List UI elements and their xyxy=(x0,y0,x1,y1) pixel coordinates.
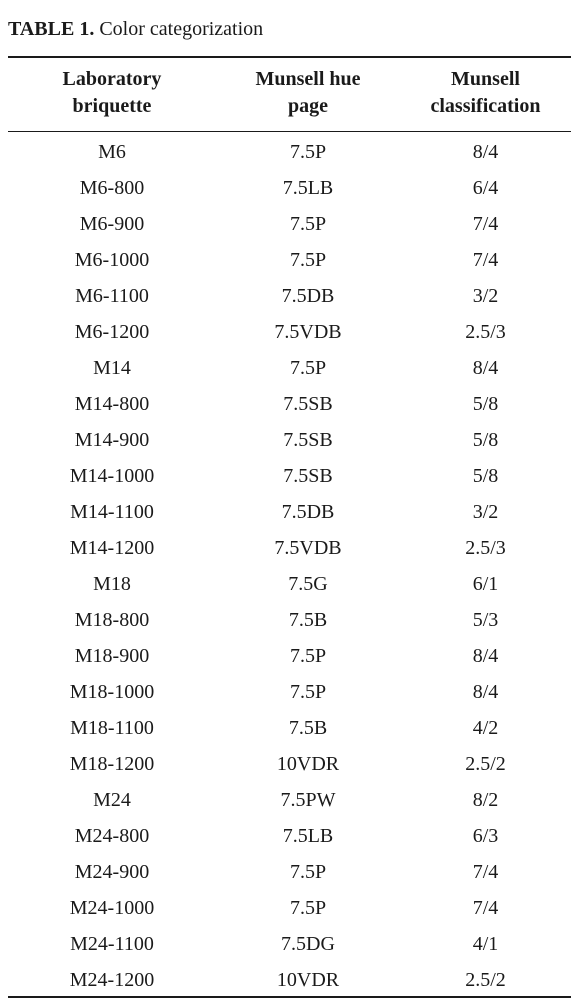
header-line: briquette xyxy=(72,95,152,117)
table-row xyxy=(0,674,575,710)
cell-hue-page: 7.5SB xyxy=(283,465,333,487)
header-line: Munsell hue xyxy=(255,68,361,90)
cell-hue-page: 10VDR xyxy=(276,969,340,991)
header-munsell-hue-page xyxy=(210,66,406,120)
table-row xyxy=(0,782,575,818)
cell-briquette: M14-800 xyxy=(74,393,150,415)
table-row xyxy=(0,314,575,350)
cell-classification: 4/2 xyxy=(472,717,499,739)
cell-classification: 5/8 xyxy=(472,465,499,487)
cell-briquette: M18-800 xyxy=(74,609,150,631)
table-row xyxy=(0,890,575,926)
table-number: TABLE 1. xyxy=(8,18,95,40)
table-body xyxy=(0,134,575,998)
cell-hue-page: 7.5SB xyxy=(283,393,333,415)
cell-classification: 5/3 xyxy=(472,609,499,631)
bottom-rule xyxy=(8,996,571,998)
table-row xyxy=(0,710,575,746)
table-row xyxy=(0,350,575,386)
table-row xyxy=(0,638,575,674)
table-row xyxy=(0,206,575,242)
cell-briquette: M14-900 xyxy=(74,429,150,451)
header-rule xyxy=(8,131,571,132)
cell-classification: 6/1 xyxy=(472,573,499,595)
cell-hue-page: 7.5DB xyxy=(281,285,335,307)
cell-briquette: M6-900 xyxy=(79,213,145,235)
header-laboratory-briquette xyxy=(8,66,216,120)
table-row xyxy=(0,962,575,998)
cell-classification: 7/4 xyxy=(472,897,499,919)
table-title: Color categorization xyxy=(99,18,264,40)
table-row xyxy=(0,170,575,206)
cell-classification: 6/3 xyxy=(472,825,499,847)
cell-briquette: M24-1100 xyxy=(70,933,154,955)
cell-briquette: M24-800 xyxy=(74,825,150,847)
cell-classification: 2.5/2 xyxy=(465,969,506,991)
cell-briquette: M24-1000 xyxy=(69,897,155,919)
cell-briquette: M14-1100 xyxy=(70,501,154,523)
cell-briquette: M24-1200 xyxy=(69,969,155,991)
cell-classification: 2.5/2 xyxy=(465,753,506,775)
header-line: page xyxy=(288,95,328,117)
table-row xyxy=(0,242,575,278)
cell-hue-page: 7.5VDB xyxy=(274,321,342,343)
cell-classification: 7/4 xyxy=(472,861,499,883)
cell-classification: 8/4 xyxy=(472,141,499,163)
cell-hue-page: 7.5B xyxy=(288,609,328,631)
table-row xyxy=(0,422,575,458)
cell-hue-page: 7.5P xyxy=(289,357,327,379)
cell-classification: 8/4 xyxy=(472,645,499,667)
cell-classification: 6/4 xyxy=(472,177,499,199)
cell-classification: 4/1 xyxy=(472,933,499,955)
header-munsell-classification xyxy=(400,66,571,120)
cell-briquette: M6-800 xyxy=(79,177,145,199)
header-line: Munsell xyxy=(451,68,520,90)
table-row xyxy=(0,134,575,170)
cell-hue-page: 7.5P xyxy=(289,897,327,919)
top-rule xyxy=(8,56,571,58)
table-row xyxy=(0,494,575,530)
cell-hue-page: 7.5P xyxy=(289,861,327,883)
cell-classification: 3/2 xyxy=(472,285,499,307)
cell-hue-page: 7.5VDB xyxy=(274,537,342,559)
cell-briquette: M6-1000 xyxy=(74,249,150,271)
table-row xyxy=(0,458,575,494)
cell-briquette: M24-900 xyxy=(74,861,150,883)
cell-briquette: M18-1200 xyxy=(69,753,155,775)
cell-hue-page: 7.5LB xyxy=(282,825,334,847)
table-row xyxy=(0,566,575,602)
cell-classification: 7/4 xyxy=(472,213,499,235)
cell-hue-page: 7.5P xyxy=(289,213,327,235)
cell-classification: 5/8 xyxy=(472,429,499,451)
cell-briquette: M18-1000 xyxy=(69,681,155,703)
cell-hue-page: 7.5LB xyxy=(282,177,334,199)
cell-briquette: M14 xyxy=(93,357,131,379)
cell-hue-page: 7.5P xyxy=(289,681,327,703)
cell-classification: 8/4 xyxy=(472,357,499,379)
cell-briquette: M18-1100 xyxy=(70,717,154,739)
cell-classification: 5/8 xyxy=(472,393,499,415)
cell-classification: 2.5/3 xyxy=(465,321,506,343)
cell-hue-page: 10VDR xyxy=(276,753,340,775)
cell-classification: 3/2 xyxy=(472,501,499,523)
cell-briquette: M24 xyxy=(93,789,131,811)
table-row xyxy=(0,602,575,638)
cell-hue-page: 7.5SB xyxy=(283,429,333,451)
header-line: Laboratory xyxy=(62,68,162,90)
cell-briquette: M18-900 xyxy=(74,645,150,667)
table-caption xyxy=(8,17,263,41)
cell-briquette: M6-1100 xyxy=(75,285,149,307)
table-row xyxy=(0,278,575,314)
header-line: classification xyxy=(430,95,541,117)
cell-hue-page: 7.5P xyxy=(289,249,327,271)
table-row xyxy=(0,530,575,566)
table-row xyxy=(0,854,575,890)
cell-hue-page: 7.5PW xyxy=(280,789,336,811)
cell-hue-page: 7.5DG xyxy=(281,933,335,955)
cell-hue-page: 7.5B xyxy=(288,717,328,739)
cell-hue-page: 7.5P xyxy=(289,645,327,667)
cell-briquette: M14-1000 xyxy=(69,465,155,487)
cell-classification: 7/4 xyxy=(472,249,499,271)
table-row xyxy=(0,386,575,422)
cell-briquette: M6-1200 xyxy=(74,321,150,343)
cell-classification: 8/2 xyxy=(472,789,499,811)
cell-briquette: M18 xyxy=(93,573,131,595)
cell-briquette: M6 xyxy=(98,141,126,163)
cell-hue-page: 7.5DB xyxy=(281,501,335,523)
cell-classification: 8/4 xyxy=(472,681,499,703)
cell-hue-page: 7.5P xyxy=(289,141,327,163)
cell-classification: 2.5/3 xyxy=(465,537,506,559)
cell-briquette: M14-1200 xyxy=(69,537,155,559)
table-row xyxy=(0,818,575,854)
cell-hue-page: 7.5G xyxy=(288,573,328,595)
table-row xyxy=(0,926,575,962)
table-row xyxy=(0,746,575,782)
